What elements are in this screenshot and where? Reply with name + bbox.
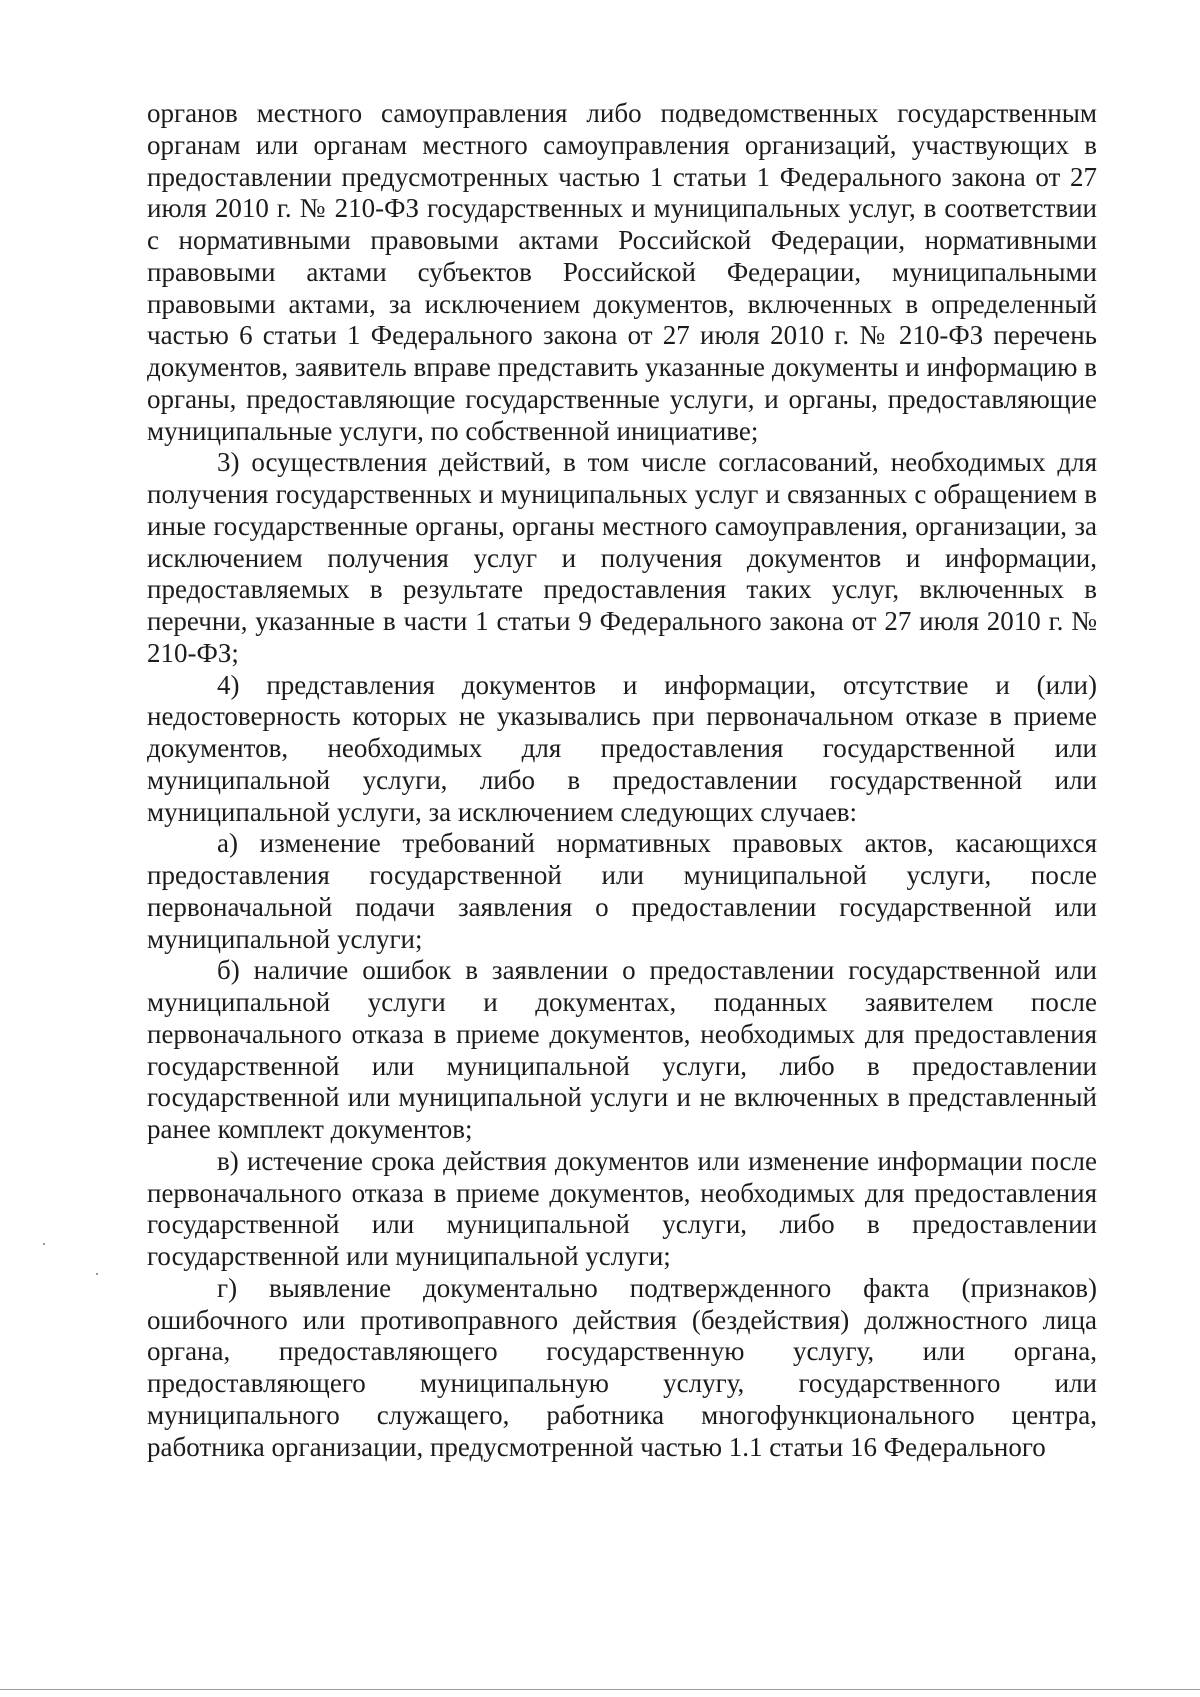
paragraph-item-4v: в) истечение срока действия документов или изменение информации после первоначального отказа в приеме документов, необходимых для предоставления государственной или муниципальной услуги, либо в предоставлении государственной или муниципальной услуги; [147, 1145, 1097, 1271]
scan-speck [43, 1243, 45, 1245]
scan-speck [96, 1273, 98, 1275]
page-bottom-edge [0, 1689, 1200, 1690]
paragraph-item-4g: г) выявление документально подтвержденного факта (признаков) ошибочного или противоправного действия (бездействия) должностного лица органа, предоставляющего государственную услугу, или органа, предоставляющего муниципальную услугу, государственного или муниципального служащего, работника многофункционального центра, работника организации, предусмотренной частью 1.1 статьи 16 Федерального [147, 1272, 1097, 1462]
paragraph-item-3: 3) осуществления действий, в том числе согласований, необходимых для получения государственных и муниципальных услуг и связанных с обращением в иные государственные органы, органы местного самоуправления, организации, за исключением получения услуг и получения документов и информации, предоставляемых в результате предоставления таких услуг, включенных в перечни, указанные в части 1 статьи 9 Федерального закона от 27 июля 2010 г. № 210-ФЗ; [147, 447, 1097, 668]
paragraph-item-4: 4) представления документов и информации, отсутствие и (или) недостоверность которых не указывались при первоначальном отказе в приеме документов, необходимых для предоставления государственной или муниципальной услуги, либо в предоставлении государственной или муниципальной услуги, за исключением следующих случаев: [147, 669, 1097, 827]
document-body [147, 98, 1097, 1463]
paragraph-item-4b: б) наличие ошибок в заявлении о предоставлении государственной или муниципальной услуги и документах, поданных заявителем после первоначального отказа в приеме документов, необходимых для предоставления государственной или муниципальной услуги, либо в предоставлении государственной или муниципальной услуги и не включенных в представленный ранее комплект документов; [147, 955, 1097, 1144]
paragraph-continuation: органов местного самоуправления либо подведомственных государственным органам или органам местного самоуправления организаций, участвующих в предоставлении предусмотренных частью 1 статьи 1 Федерального закона от 27 июля 2010 г. № 210-ФЗ государственных и муниципальных услуг, в соответствии с нормативными правовыми актами Российской Федерации, нормативными правовыми актами субъектов Российской Федерации, муниципальными правовыми актами, за исключением документов, включенных в определенный частью 6 статьи 1 Федерального закона от 27 июля 2010 г. № 210-ФЗ перечень документов, заявитель вправе представить указанные документы и информацию в органы, предоставляющие государственные услуги, и органы, предоставляющие муниципальные услуги, по собственной инициативе; [147, 98, 1097, 446]
paragraph-item-4a: а) изменение требований нормативных правовых актов, касающихся предоставления государственной или муниципальной услуги, после первоначальной подачи заявления о предоставлении государственной или муниципальной услуги; [147, 828, 1097, 954]
